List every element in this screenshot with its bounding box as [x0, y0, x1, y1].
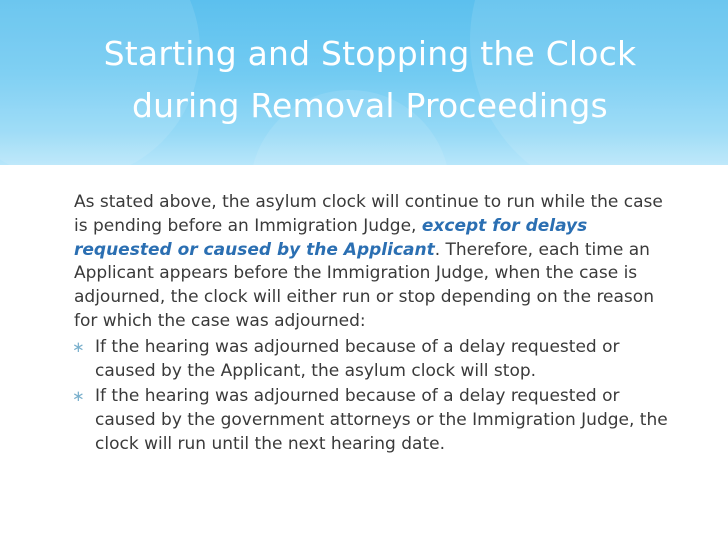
- intro-text-part1: As stated above, the asylum clock will continue to run while the case is pending before an Immigration Judge,: [74, 192, 663, 236]
- asterisk-bullet-icon: ∗: [72, 337, 85, 356]
- slide-body: [74, 191, 674, 457]
- bullet-text: If the hearing was adjourned because of a delay requested or caused by the government attorneys or the Immigration Judge, the clock will run until the next hearing date.: [95, 386, 668, 454]
- bullet-list: [74, 336, 674, 457]
- intro-paragraph: [74, 191, 674, 334]
- bullet-item: [74, 385, 674, 456]
- intro-emphasis: except for delays requested or caused by the Applicant: [74, 215, 588, 260]
- title-band: [0, 0, 728, 165]
- bullet-text: If the hearing was adjourned because of a delay requested or caused by the Applicant, the asylum clock will stop.: [95, 336, 620, 381]
- slide-title: Starting and Stopping the Clock during Removal Proceedings: [103, 34, 637, 125]
- asterisk-bullet-icon: ∗: [72, 387, 85, 406]
- intro-text-part2: . Therefore, each time an Applicant appears before the Immigration Judge, when the case is adjourned, the clock will either run or stop depending on the reason for which the case was adjourned:: [74, 239, 654, 331]
- bullet-item: [74, 336, 674, 384]
